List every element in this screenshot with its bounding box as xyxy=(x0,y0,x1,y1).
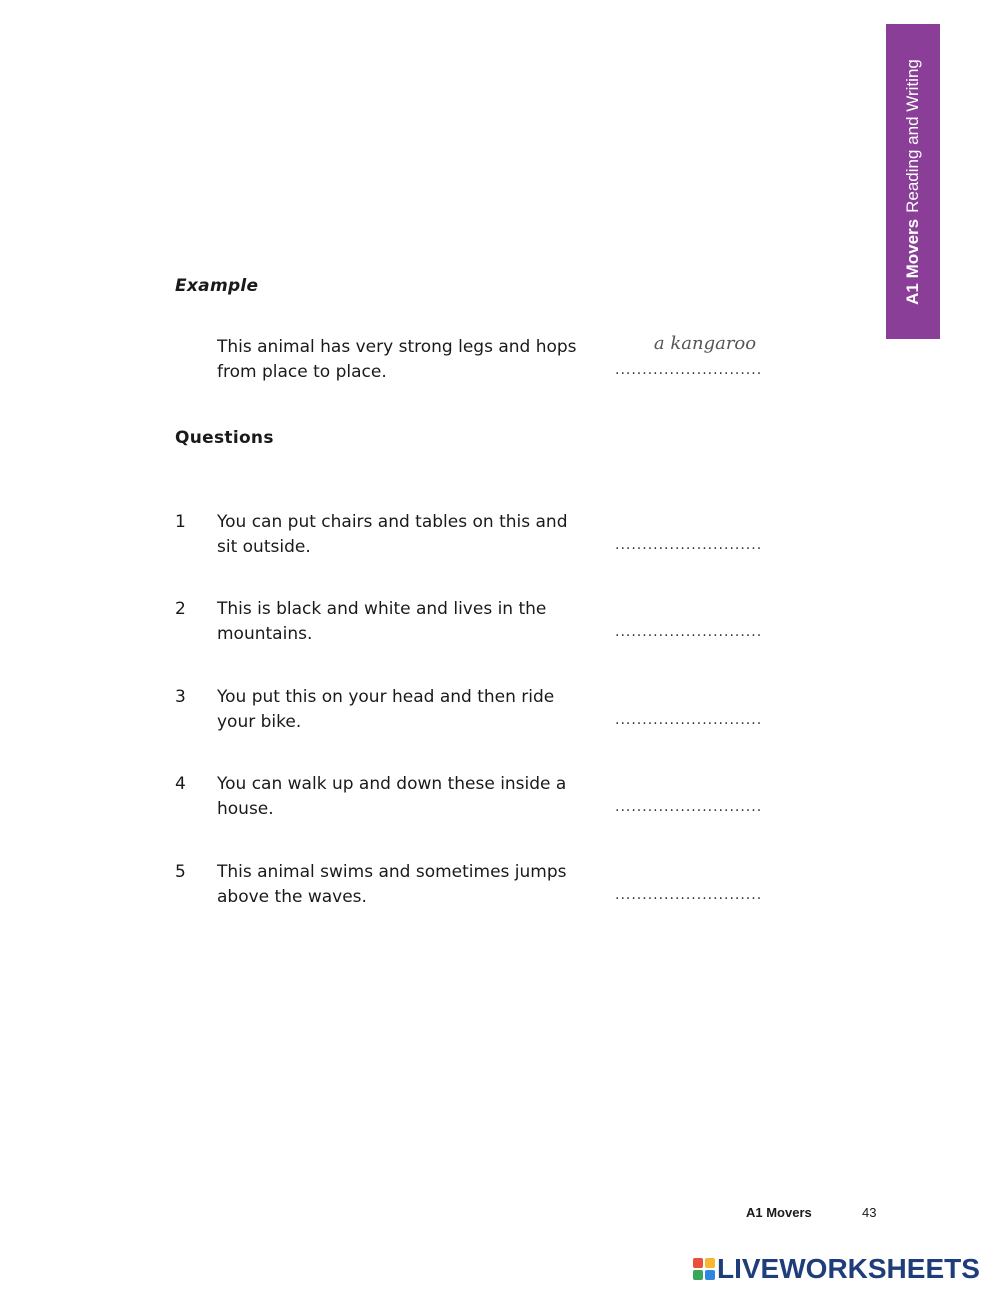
side-tab-label xyxy=(903,59,923,305)
answer-input[interactable]: ........................... xyxy=(615,712,763,728)
answer-input[interactable]: ........................... xyxy=(615,537,763,553)
side-tab-section: Reading and Writing xyxy=(903,59,922,213)
question-text: This animal swims and sometimes jumps above the waves. xyxy=(217,862,567,907)
example-text: This animal has very strong legs and hops from place to place. xyxy=(217,337,577,382)
example-answer-line: ........................... xyxy=(615,362,763,378)
question-text: You can walk up and down these inside a house. xyxy=(217,774,567,819)
example-answer: a kangaroo xyxy=(653,333,757,354)
brand-name: LIVEWORKSHEETS xyxy=(717,1253,980,1284)
question-number: 1 xyxy=(175,512,186,532)
liveworksheets-logo-icon xyxy=(693,1258,715,1280)
question-item xyxy=(175,685,775,745)
example-item xyxy=(175,335,775,395)
question-item xyxy=(175,597,775,657)
question-text: This is black and white and lives in the mountains. xyxy=(217,599,547,644)
side-tab-level: A1 Movers xyxy=(903,218,922,305)
answer-input[interactable]: ........................... xyxy=(615,799,763,815)
answer-input[interactable]: ........................... xyxy=(615,887,763,903)
brand-logo[interactable] xyxy=(693,1252,980,1286)
question-item xyxy=(175,510,775,570)
question-number: 5 xyxy=(175,862,186,882)
answer-input[interactable]: ........................... xyxy=(615,624,763,640)
question-item xyxy=(175,772,775,832)
questions-heading: Questions xyxy=(175,428,274,448)
footer-label: A1 Movers xyxy=(746,1205,812,1220)
side-tab xyxy=(886,24,940,339)
question-text: You put this on your head and then ride your bike. xyxy=(217,687,555,732)
question-item xyxy=(175,860,775,920)
example-heading: Example xyxy=(175,276,259,296)
page-number: 43 xyxy=(862,1205,877,1220)
question-number: 4 xyxy=(175,774,186,794)
question-number: 3 xyxy=(175,687,186,707)
question-text: You can put chairs and tables on this and sit outside. xyxy=(217,512,568,557)
question-number: 2 xyxy=(175,599,186,619)
